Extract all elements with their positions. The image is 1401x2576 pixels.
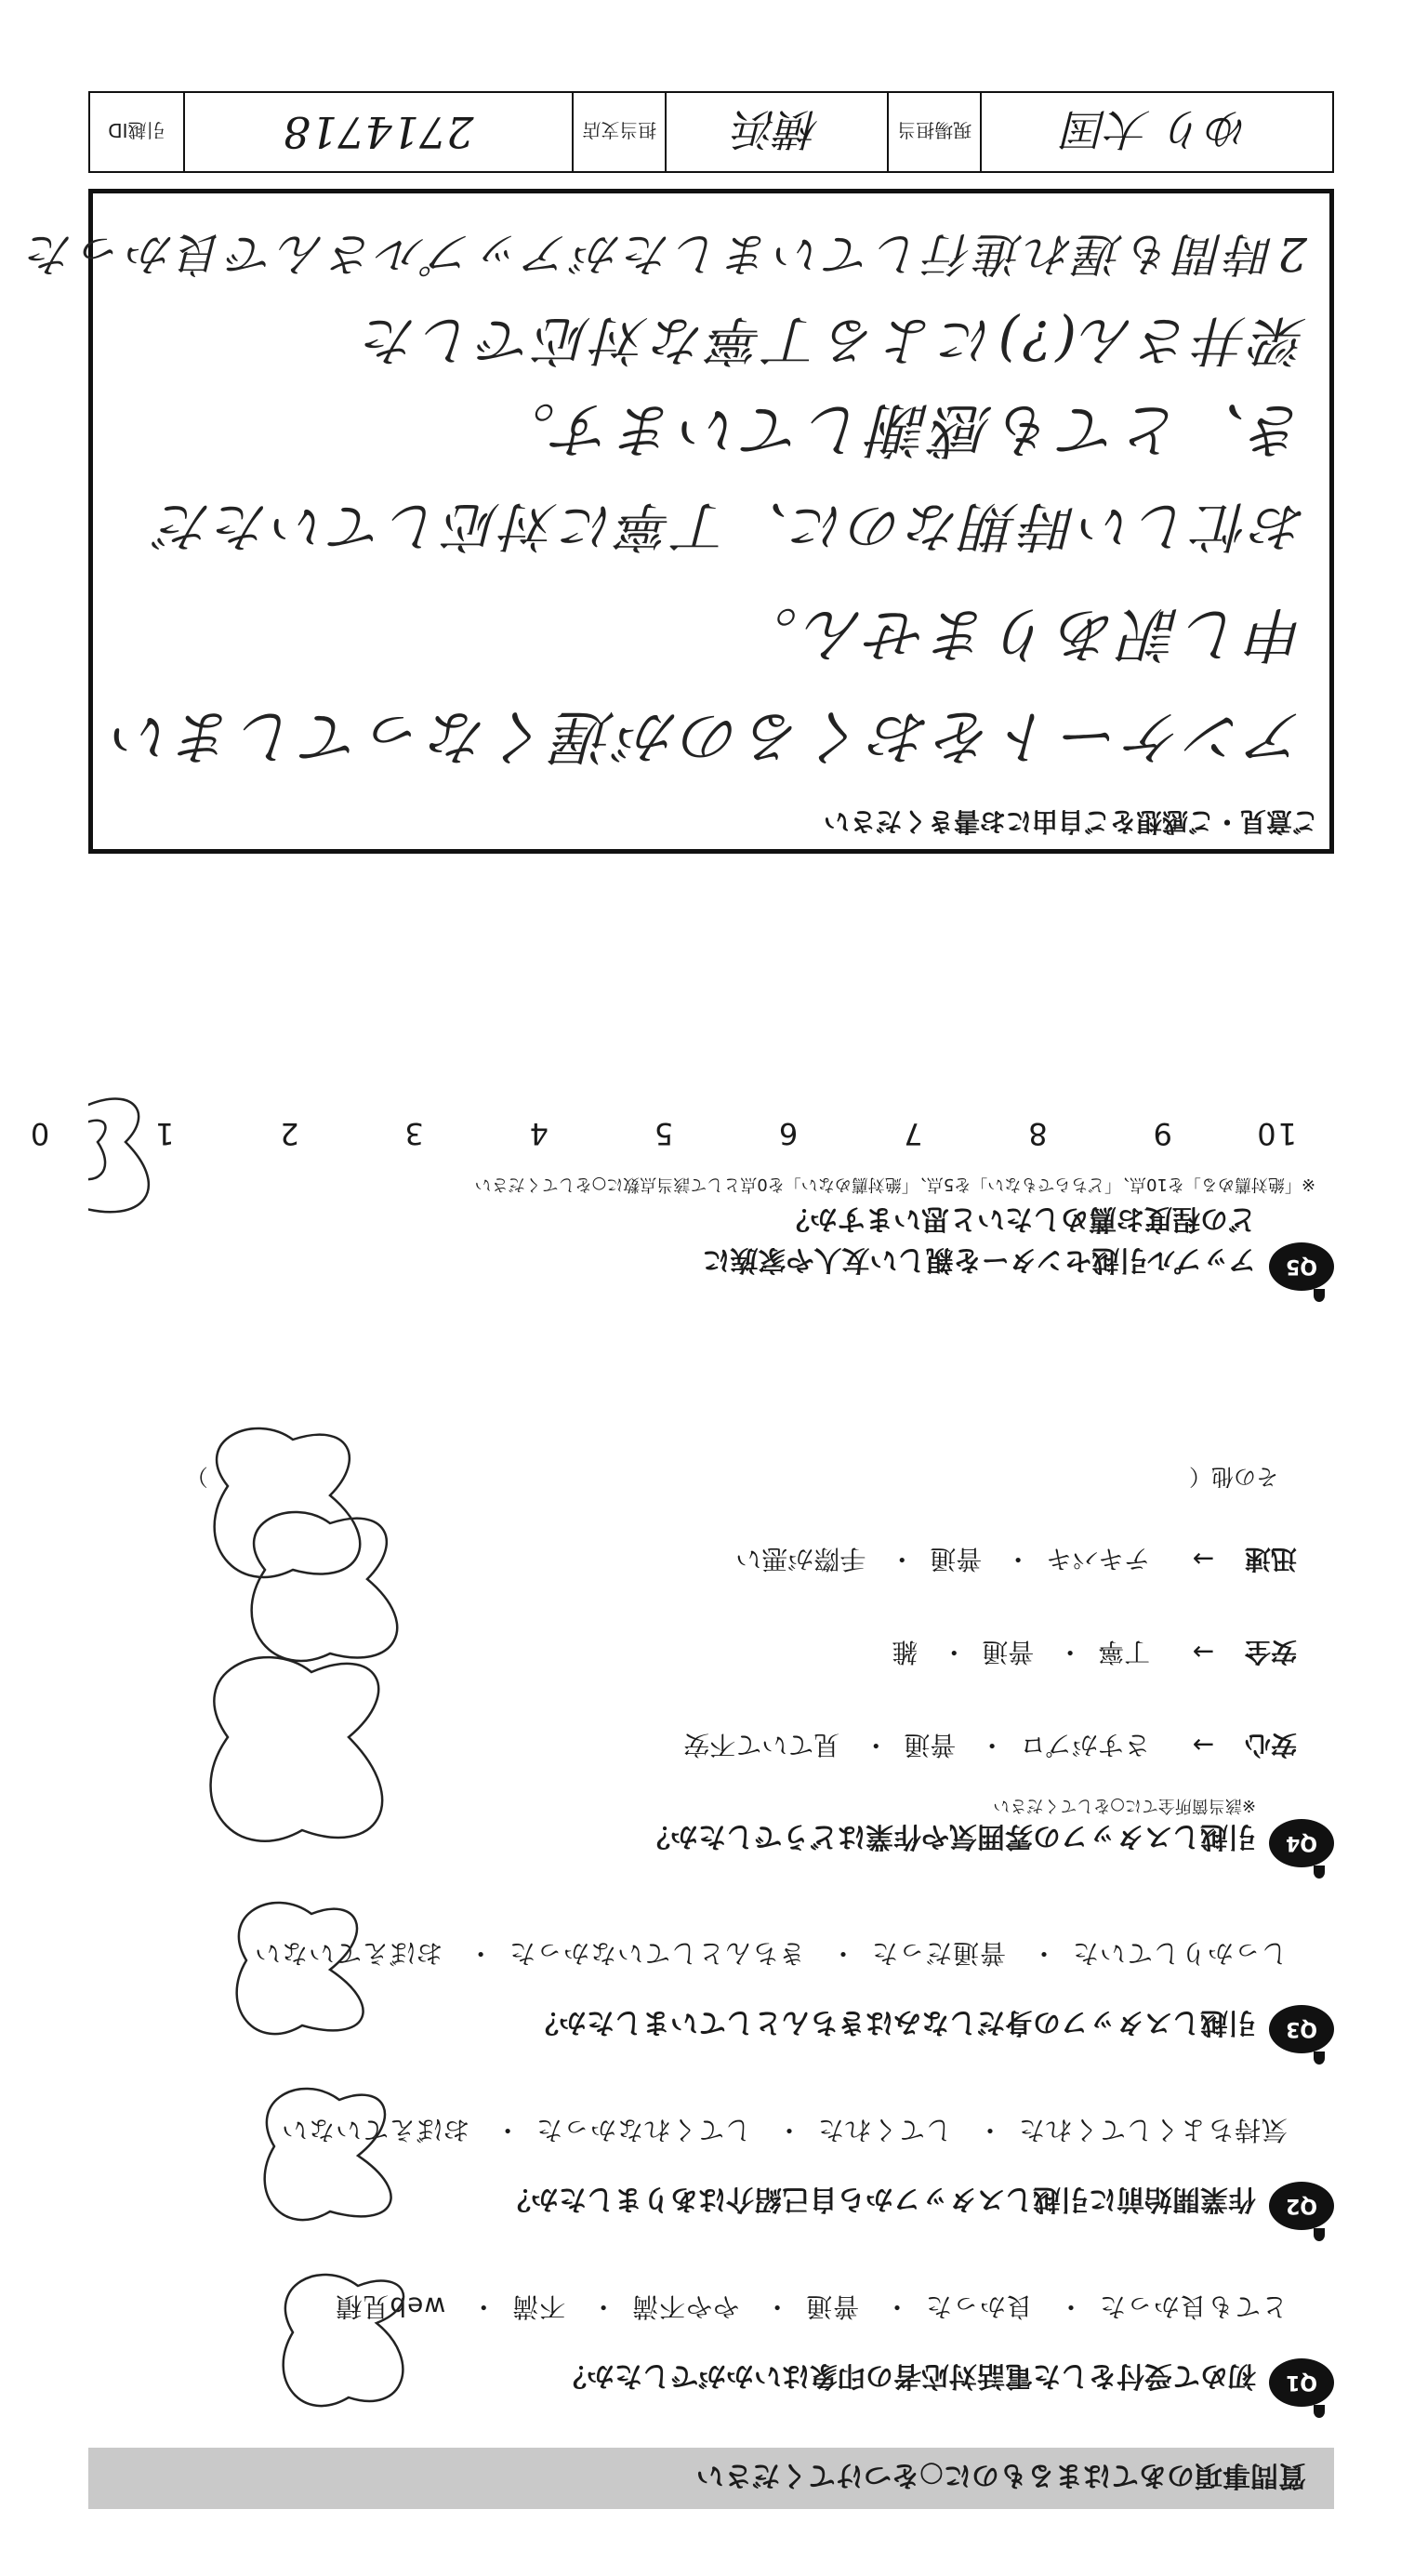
branch-value: 横浜 [665, 93, 887, 171]
instructions-header [88, 2448, 1334, 2509]
q4-other-label: その他（ [1189, 1464, 1278, 1490]
q2-option[interactable]: してくれた [817, 2115, 953, 2145]
q5-scale [0, 1116, 1297, 1151]
q5-scale-option[interactable]: 5 [652, 1116, 674, 1151]
q5-scale-option[interactable]: 1 [153, 1116, 175, 1151]
q4-option[interactable]: 普通 [982, 1637, 1035, 1667]
q1-option[interactable]: 良かった [925, 2291, 1034, 2322]
q4-option[interactable]: 普通 [904, 1730, 957, 1760]
q5-text: アップル引越センターを親しい友人や家族に [702, 1243, 1256, 1276]
q5-scale-option[interactable]: 4 [527, 1116, 549, 1151]
q4-row-anshin: 安心 → さすがプロ・ 普通・ 見ていて不安 [683, 1728, 1297, 1765]
q3-option[interactable]: きちんとしていなかった [509, 1938, 806, 1969]
comment-line: お忙しい時期なのに、丁寧に対応していただ [153, 495, 1307, 558]
q1-option[interactable]: 普通 [805, 2291, 860, 2322]
q4-other-row [186, 1463, 1278, 1495]
q5-scale-option[interactable]: 3 [403, 1116, 424, 1151]
q1-text: 初めて受付をした電話対応者の印象はいかがでしたか？ [559, 2359, 1256, 2392]
q5-scale-option[interactable]: 6 [776, 1116, 799, 1151]
q5-scale-option[interactable]: 0 [28, 1116, 50, 1151]
q2-badge: Q2 [1269, 2182, 1334, 2230]
q2-options: 気持ちよくしてくれた・ してくれた・ してくれなかった・ おぼえていない [281, 2115, 1288, 2145]
q1-badge: Q1 [1269, 2358, 1334, 2407]
q5-badge: Q5 [1269, 1242, 1334, 1291]
staff-value: ゆり 大国 [980, 93, 1332, 171]
q4-option[interactable]: 丁寧 [1098, 1637, 1151, 1667]
q3-option[interactable]: おぼえていない [254, 1938, 443, 1969]
q3-text: 引越しスタッフの身だしなみはきちんとしていましたか？ [531, 2006, 1256, 2038]
q1-options: とても良かった・ 良かった・ 普通・ やや不満・ 不満・ web見積 [335, 2291, 1288, 2322]
q2-option[interactable]: おぼえていない [281, 2115, 470, 2145]
q4-text: 引越しスタッフの雰囲気や作業はどうでしたか？ [642, 1820, 1256, 1852]
q5-scale-option[interactable]: 8 [1026, 1116, 1048, 1151]
comment-line: アンケートをおくるのが遅くなってしまい [109, 701, 1307, 770]
q2-text: 作業開始前に引越しスタッフから自己紹介はありましたか？ [503, 2183, 1256, 2215]
q4-option[interactable]: テキパキ [1046, 1544, 1151, 1574]
survey-form [23, 91, 1334, 2509]
id-label: 引越ID [108, 119, 165, 142]
q4-option[interactable]: さすがプロ [1020, 1730, 1151, 1760]
comments-box[interactable] [23, 189, 1334, 854]
q3-option[interactable]: しっかりしていた [1071, 1938, 1288, 1969]
q4-row-arrow: → [1192, 1544, 1215, 1574]
q3-badge: Q3 [1269, 2005, 1334, 2053]
q1-option[interactable]: 不満 [511, 2291, 566, 2322]
q5-text-line2: どの程度お薦めしたいと思いますか？ [782, 1202, 1256, 1235]
q5-scale-option[interactable]: 7 [902, 1116, 923, 1151]
comments-label: ご意見・ご感想をご自由にお書きください [823, 806, 1318, 837]
q5-note: ※「絶対薦める」を10点、「どちらでもない」を5点、「絶対薦めない」を0点として該当点数に○をしてください [474, 1175, 1315, 1194]
q4-row-category: 安全 [1244, 1637, 1297, 1667]
q5-scale-option[interactable]: 10 [1255, 1116, 1297, 1151]
q4-row-jinsoku: 迅速 → テキパキ・ 普通・ 手際が悪い [735, 1542, 1297, 1579]
q4-option[interactable]: 普通 [930, 1544, 983, 1574]
id-table [88, 91, 1334, 173]
q4-badge: Q4 [1269, 1819, 1334, 1867]
comment-line: き、とても感謝しています。 [492, 394, 1307, 463]
staff-label: 現場担当 [887, 93, 980, 171]
q5-scale-option[interactable]: 2 [278, 1116, 299, 1151]
q4-note: ※該当箇所全てに○をしてください [993, 1796, 1256, 1815]
id-value: 2714718 [183, 93, 573, 171]
comment-line: 梁井さん(?)による丁寧な対応でした [360, 309, 1307, 372]
q4-row-arrow: → [1192, 1637, 1215, 1667]
q4-option[interactable]: 雑 [892, 1637, 919, 1667]
q1-option[interactable]: web見積 [335, 2291, 446, 2322]
q4-row-category: 迅速 [1244, 1544, 1297, 1574]
q4-row-anzen: 安全 → 丁寧・ 普通・ 雑 [892, 1635, 1297, 1672]
q4-row-category: 安心 [1244, 1730, 1297, 1760]
q2-option[interactable]: してくれなかった [535, 2115, 752, 2145]
q1-option[interactable]: とても良かった [1098, 2291, 1288, 2322]
q3-options: しっかりしていた・ 普通だった・ きちんとしていなかった・ おぼえていない [254, 1938, 1288, 1969]
q4-row-arrow: → [1192, 1730, 1215, 1760]
q4-option[interactable]: 手際が悪い [735, 1544, 866, 1574]
q4-option[interactable]: 見ていて不安 [683, 1730, 840, 1760]
q2-option[interactable]: 気持ちよくしてくれた [1017, 2115, 1288, 2145]
comment-line: 2時間も遅れ進行していましたがアップルさんで良かった [23, 227, 1307, 281]
q5-scale-option[interactable]: 9 [1151, 1116, 1172, 1151]
instructions-text: 質問事項のあてはまるものに○をつけてください [695, 2459, 1306, 2491]
q4-other-close: ） [185, 1464, 208, 1490]
q1-option[interactable]: やや不満 [631, 2291, 740, 2322]
q3-option[interactable]: 普通だった [871, 1938, 1007, 1969]
comment-line: 申し訳ありません。 [734, 599, 1307, 668]
branch-label: 担当支店 [572, 93, 665, 171]
